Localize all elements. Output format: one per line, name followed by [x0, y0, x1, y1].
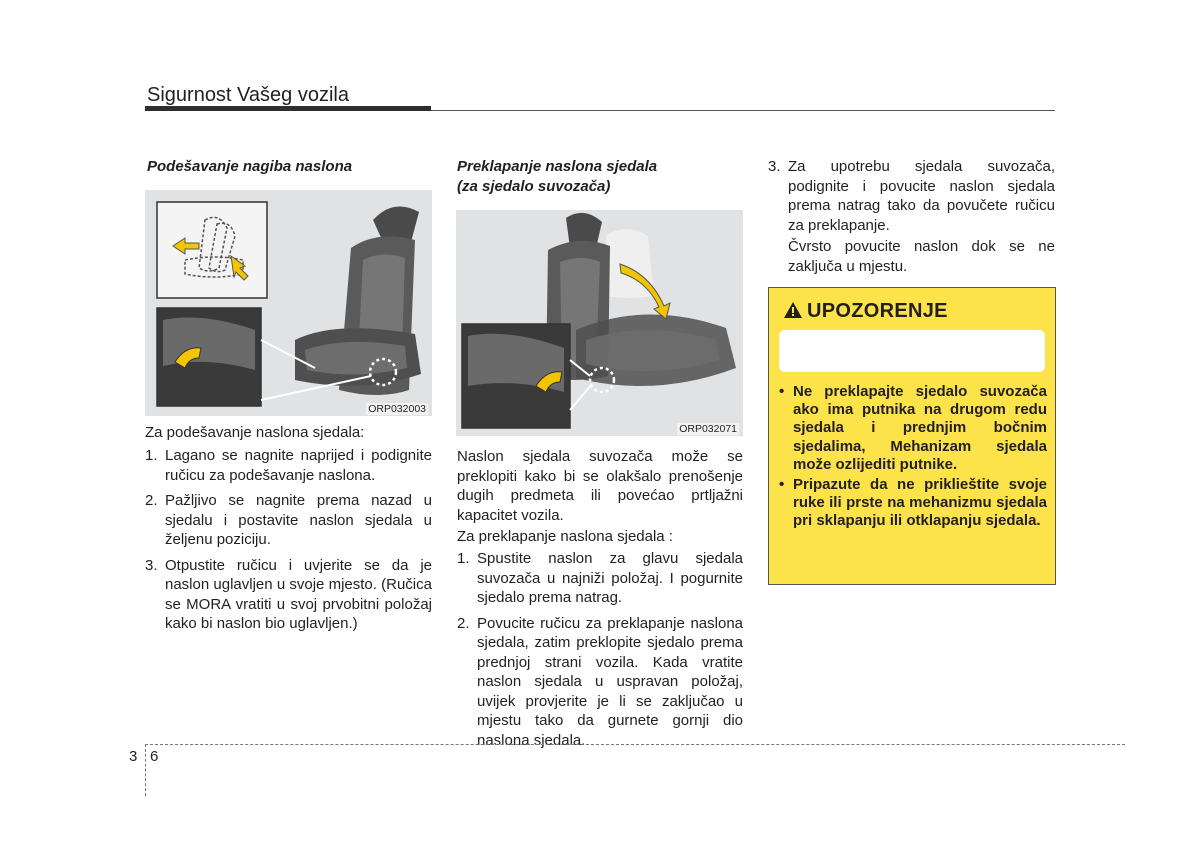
seat-recline-illustration [145, 190, 432, 416]
warning-icon [783, 301, 803, 319]
recline-intro: Za podešavanje naslona sjedala: [145, 424, 365, 441]
fold-intro: Za preklapanje naslona sjedala : [457, 528, 673, 545]
warning-title: UPOZORENJE [783, 300, 948, 323]
chapter-number: 3 [129, 748, 138, 765]
list-item: 3. Za upotrebu sjedala suvozača, podignite i povucite naslon sjedala prema natrag tako da povučete ručicu za preklapanje. [768, 158, 1055, 234]
fold-steps [457, 549, 743, 756]
header-rule-accent [145, 106, 431, 111]
list-item: 1. Spustite naslon za glavu sjedala suvozača u najniži položaj. I pogurnite sjedalo prema natrag. [457, 550, 743, 606]
figure-code: ORP032071 [679, 423, 737, 435]
fold-description: Naslon sjedala suvozača može se preklopiti kako bi se olakšalo prenošenje dugih predmeta ili povećao prtljažni kapacitet vozila. [457, 448, 743, 524]
warning-list [779, 383, 1047, 533]
list-item: • Pripazute da ne priklieštite svoje ruke ili prste na mehanizmu sjedala pri sklapanju ili otklapanju sjedala. [779, 476, 1047, 530]
step3-note: Čvrsto povucite naslon dok se ne zaključa u mjestu. [788, 238, 1055, 275]
figure-fold-seat [456, 210, 743, 436]
list-item: 2. Povucite ručicu za preklapanje naslona sjedala, zatim preklopite sjedalo prema prednjoj strani vozila. Kada vratite naslon sjedala u uspravan položaj, uvijek provjerite je li se zaključao u mjestu tako da gurnete gornji dio naslona sjedala. [457, 614, 743, 749]
page-number: 6 [150, 748, 159, 765]
figure-recline-seat [145, 190, 432, 416]
footer-rule [145, 744, 1125, 745]
fold-steps-continued [768, 157, 1055, 239]
figure-code: ORP032003 [368, 403, 426, 415]
section-heading-recline: Podešavanje nagiba naslona [147, 158, 353, 175]
seat-fold-illustration [456, 210, 743, 436]
page-header-title: Sigurnost Vašeg vozila [147, 84, 349, 106]
list-item: • Ne preklapajte sjedalo suvozača ako ima putnika na drugom redu sjedala i prednjim bočnim sjedalima, Mehanizam sjedala može ozlijediti putnike. [779, 383, 1047, 473]
section-heading-fold: Preklapanje naslona sjedala (za sjedalo suvozača) [457, 158, 658, 195]
footer-divider [145, 744, 146, 796]
warning-box [768, 287, 1056, 585]
recline-steps [145, 446, 432, 640]
list-item: 1. Lagano se nagnite naprijed i podignite ručicu za podešavanje naslona. [145, 447, 432, 484]
warning-blank-panel [779, 330, 1045, 372]
list-item: 3. Otpustite ručicu i uvjerite se da je naslon uglavljen u svoje mjesto. (Ručica se MORA vratiti u svoj prvobitni položaj kako bi naslon bio uglavljen.) [145, 556, 432, 632]
list-item: 2. Pažljivo se nagnite prema nazad u sjedalu i postavite naslon sjedala u željenu poziciju. [145, 492, 432, 548]
